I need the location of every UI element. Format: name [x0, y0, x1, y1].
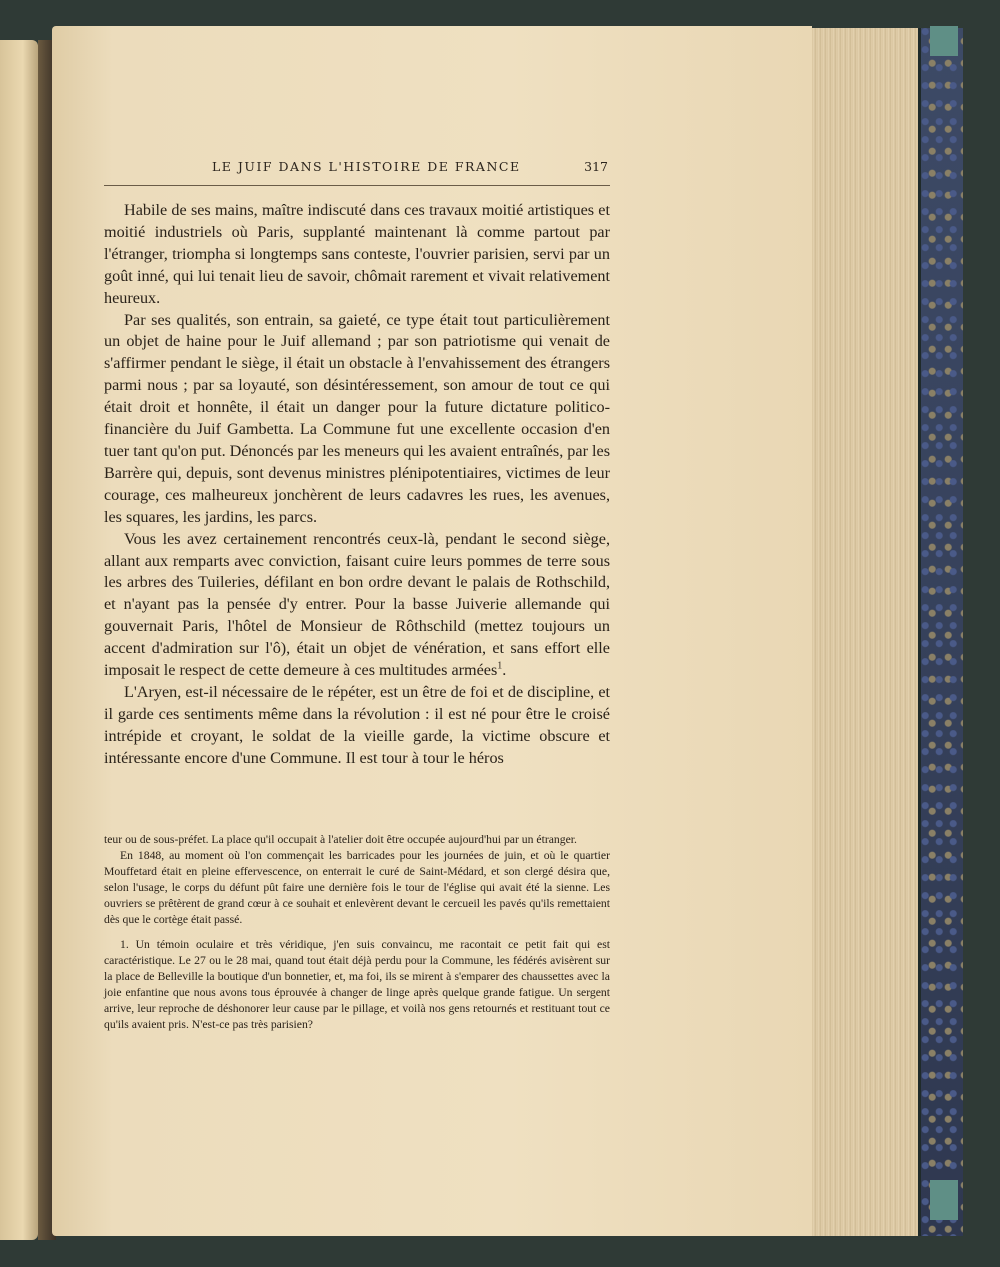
- paragraph-3-text: Vous les avez certainement rencontrés ceux-là, pendant le second siège, allant aux remparts avec conviction, faisant cuire leurs pommes de terre sous les arbres des Tuileries, défilant en bon ordre devant le palais de Rothschild, et n'ayant pas la pensée d'y entrer. Pour la basse Juiverie allemande qui gouvernait Paris, l'hôtel de Monsieur de Rôthschild (mettez toujours un accent d'admiration sur l'ô), était un objet de vénération, et sans effort elle imposait le respect de cette demeure à ces multitudes armées: [104, 529, 610, 680]
- paragraph-3-end: .: [502, 661, 507, 680]
- page-header: [104, 155, 610, 186]
- footnote-continuation: teur ou de sous-préfet. La place qu'il occupait à l'atelier doit être occupée aujourd'hui par un étranger.: [104, 833, 577, 846]
- running-title: LE JUIF DANS L'HISTOIRE DE FRANCE: [212, 159, 521, 174]
- binding-corner-top: [930, 26, 958, 56]
- left-page-edge: [0, 40, 38, 1240]
- marbled-binding: [918, 28, 963, 1236]
- paragraph-2: Par ses qualités, son entrain, sa gaieté, ce type était tout particulièrement un objet de haine pour le Juif allemand ; par son patriotisme qui venait de s'affirmer pendant le siège, il était un obstacle à l'envahissement des étrangers parmi nous ; par sa loyauté, son désintéressement, son amour de tout ce qui était droit et honnête, il était un danger pour la future dictature politico-financière du Juif Gambetta. La Commune fut une excellente occasion d'en tuer tant qu'on put. Dénoncés par les meneurs qui les avaient entraînés, par les Barrère qui, depuis, sont devenus ministres plénipotentiaires, victimes de leur courage, ces malheureux jonchèrent de leurs cadavres les rues, les avenues, les squares, les jardins, les parcs.: [104, 310, 610, 526]
- footnote-1: 1. Un témoin oculaire et très véridique, j'en suis convaincu, me racontait ce petit fait qui est caractéristique. Le 27 ou le 28 mai, quand tout était déjà perdu pour la Commune, les fédérés avisèrent sur la place de Belleville la boutique d'un bonnetier, et, ma foi, ils se mirent à s'emparer des chaussettes avec la joie enfantine que nous avons tous éprouvée à changer de linge après quelque grande fatigue. Un sergent arrive, leur reproche de déshonorer leur cause par le pillage, et voilà nos gens retournés et restituant tout ce qu'ils avaient pris. N'est-ce pas très parisien?: [104, 938, 610, 1031]
- body-text: [104, 200, 610, 770]
- footnote-paragraph: En 1848, au moment où l'on commençait les barricades pour les journées de juin, et où le quartier Mouffetard était en pleine effervescence, on enterrait le curé de Saint-Médard, et son clergé désira que, selon l'usage, le corps du défunt pût faire une dernière fois le tour de l'église qui avait été la sienne. Les ouvriers se prêtèrent de grand cœur à ce souhait et enlevèrent devant le cercueil les pavés qu'ils remettaient dès que le cortège était passé.: [104, 848, 610, 926]
- footnote-reference: 1: [497, 660, 503, 672]
- paragraph-3: [104, 529, 610, 682]
- paragraph-1: Habile de ses mains, maître indiscuté dans ces travaux moitié artistiques et moitié industriels où Paris, supplanté maintenant là comme partout par l'étranger, triompha si longtemps sans conteste, l'ouvrier parisien, servi par un goût inné, qui lui tenait lieu de savoir, chômait rarement et vivait relativement heureux.: [104, 201, 610, 307]
- paragraph-4: L'Aryen, est-il nécessaire de le répéter, est un être de foi et de discipline, et il garde ces sentiments même dans la révolution : il est né pour être le croisé intrépide et croyant, le soldat de la vieille garde, la victime obscure et intéressante encore d'une Commune. Il est tour à tour le héros: [104, 682, 610, 767]
- binding-corner-bottom: [930, 1180, 958, 1220]
- footnotes: [104, 832, 610, 1033]
- page-number: 317: [584, 159, 608, 174]
